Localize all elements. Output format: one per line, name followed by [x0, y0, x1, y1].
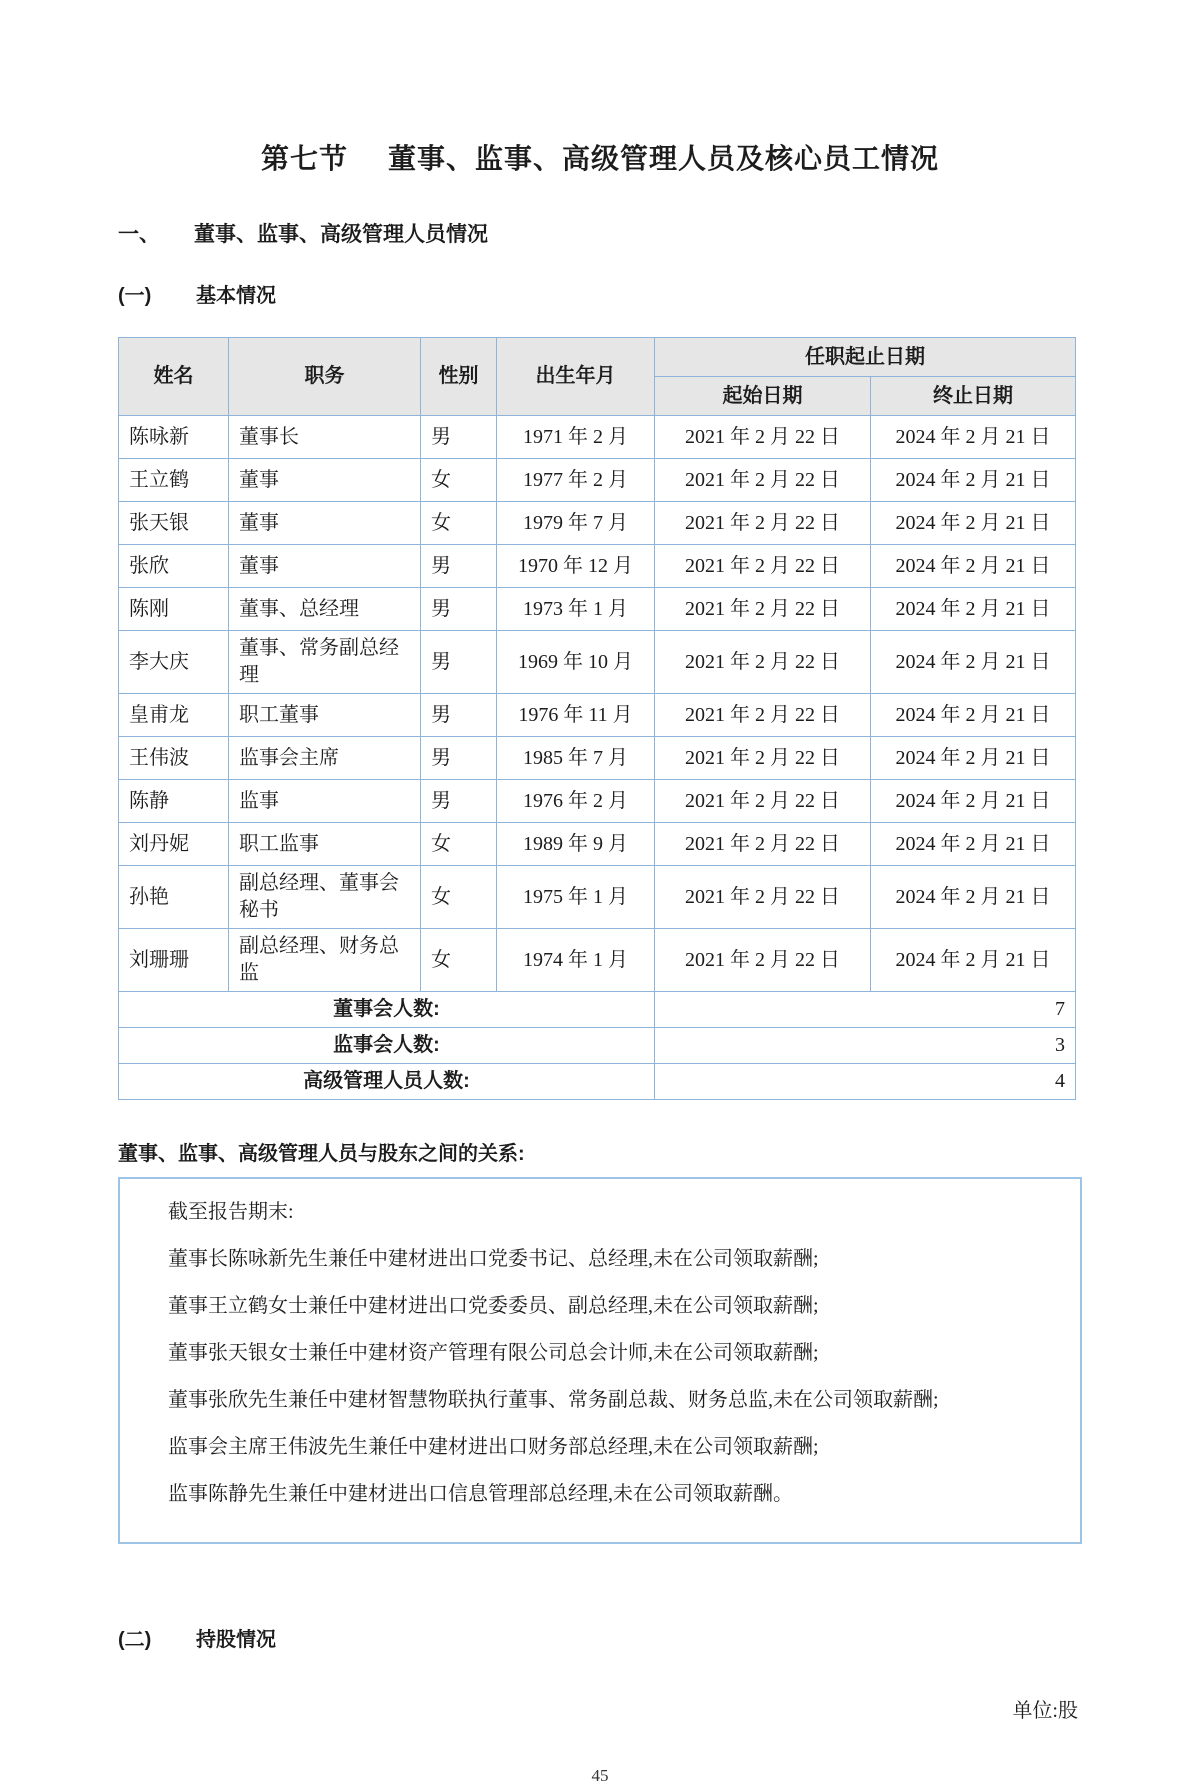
start-date-cell: 2021 年 2 月 22 日: [655, 929, 871, 992]
summary-label: 监事会人数:: [119, 1028, 655, 1064]
start-date-cell: 2021 年 2 月 22 日: [655, 459, 871, 502]
header-birth: 出生年月: [497, 338, 655, 416]
section-number: 一、: [118, 223, 160, 246]
gender-cell: 女: [421, 823, 497, 866]
section-label: 董事、监事、高级管理人员情况: [194, 223, 488, 246]
header-start-date: 起始日期: [655, 377, 871, 416]
start-date-cell: 2021 年 2 月 22 日: [655, 737, 871, 780]
summary-row: [119, 992, 1076, 1028]
start-date-cell: 2021 年 2 月 22 日: [655, 780, 871, 823]
end-date-cell: 2024 年 2 月 21 日: [871, 780, 1076, 823]
position-cell: 董事、总经理: [229, 588, 421, 631]
position-cell: 董事: [229, 545, 421, 588]
gender-cell: 男: [421, 631, 497, 694]
summary-value: 3: [655, 1028, 1076, 1064]
subsection2-number: (二): [118, 1629, 152, 1651]
page-title: [118, 142, 1082, 176]
summary-row: [119, 1028, 1076, 1064]
table-row: [119, 694, 1076, 737]
table-row: [119, 588, 1076, 631]
name-cell: 张天银: [119, 502, 229, 545]
name-cell: 孙艳: [119, 866, 229, 929]
start-date-cell: 2021 年 2 月 22 日: [655, 502, 871, 545]
relationship-paragraph: 董事王立鹤女士兼任中建材进出口党委委员、副总经理,未在公司领取薪酬;: [168, 1295, 819, 1317]
end-date-cell: 2024 年 2 月 21 日: [871, 694, 1076, 737]
name-cell: 刘丹妮: [119, 823, 229, 866]
table-row: [119, 929, 1076, 992]
end-date-cell: 2024 年 2 月 21 日: [871, 823, 1076, 866]
relationship-paragraph: 截至报告期末:: [168, 1201, 294, 1223]
birth-cell: 1977 年 2 月: [497, 459, 655, 502]
start-date-cell: 2021 年 2 月 22 日: [655, 545, 871, 588]
gender-cell: 女: [421, 459, 497, 502]
gender-cell: 男: [421, 737, 497, 780]
end-date-cell: 2024 年 2 月 21 日: [871, 631, 1076, 694]
birth-cell: 1985 年 7 月: [497, 737, 655, 780]
relationship-paragraph: 董事张天银女士兼任中建材资产管理有限公司总会计师,未在公司领取薪酬;: [168, 1342, 819, 1364]
birth-cell: 1979 年 7 月: [497, 502, 655, 545]
end-date-cell: 2024 年 2 月 21 日: [871, 416, 1076, 459]
subsection-heading-shareholding: [118, 1628, 1082, 1653]
position-cell: 职工监事: [229, 823, 421, 866]
table-row: [119, 545, 1076, 588]
gender-cell: 女: [421, 929, 497, 992]
name-cell: 张欣: [119, 545, 229, 588]
table-row: [119, 780, 1076, 823]
end-date-cell: 2024 年 2 月 21 日: [871, 502, 1076, 545]
birth-cell: 1976 年 2 月: [497, 780, 655, 823]
table-body: [119, 416, 1076, 992]
birth-cell: 1969 年 10 月: [497, 631, 655, 694]
unit-note: 单位:股: [1012, 1700, 1078, 1722]
management-table: [118, 337, 1076, 1100]
name-cell: 王立鹤: [119, 459, 229, 502]
summary-label: 董事会人数:: [119, 992, 655, 1028]
table-row: [119, 631, 1076, 694]
start-date-cell: 2021 年 2 月 22 日: [655, 694, 871, 737]
end-date-cell: 2024 年 2 月 21 日: [871, 545, 1076, 588]
position-cell: 董事: [229, 502, 421, 545]
gender-cell: 男: [421, 780, 497, 823]
table-row: [119, 459, 1076, 502]
gender-cell: 男: [421, 588, 497, 631]
relationship-paragraph: 监事会主席王伟波先生兼任中建材进出口财务部总经理,未在公司领取薪酬;: [168, 1436, 819, 1458]
end-date-cell: 2024 年 2 月 21 日: [871, 459, 1076, 502]
birth-cell: 1975 年 1 月: [497, 866, 655, 929]
gender-cell: 女: [421, 866, 497, 929]
name-cell: 李大庆: [119, 631, 229, 694]
position-cell: 职工董事: [229, 694, 421, 737]
header-name: 姓名: [119, 338, 229, 416]
subsection2-label: 持股情况: [196, 1629, 276, 1651]
end-date-cell: 2024 年 2 月 21 日: [871, 929, 1076, 992]
position-cell: 副总经理、董事会秘书: [229, 866, 421, 929]
summary-value: 7: [655, 992, 1076, 1028]
birth-cell: 1970 年 12 月: [497, 545, 655, 588]
gender-cell: 男: [421, 694, 497, 737]
gender-cell: 男: [421, 416, 497, 459]
subsection-label: 基本情况: [196, 285, 276, 307]
start-date-cell: 2021 年 2 月 22 日: [655, 416, 871, 459]
relationship-paragraph: 董事长陈咏新先生兼任中建材进出口党委书记、总经理,未在公司领取薪酬;: [168, 1248, 819, 1270]
table-row: [119, 823, 1076, 866]
section-heading-management: [118, 222, 1082, 248]
table-row: [119, 737, 1076, 780]
name-cell: 陈刚: [119, 588, 229, 631]
end-date-cell: 2024 年 2 月 21 日: [871, 588, 1076, 631]
summary-label: 高级管理人员人数:: [119, 1064, 655, 1100]
page-title-text: 董事、监事、高级管理人员及核心员工情况: [388, 143, 940, 174]
subsection-number: (一): [118, 285, 152, 307]
summary-row: [119, 1064, 1076, 1100]
birth-cell: 1974 年 1 月: [497, 929, 655, 992]
name-cell: 刘珊珊: [119, 929, 229, 992]
end-date-cell: 2024 年 2 月 21 日: [871, 866, 1076, 929]
header-gender: 性别: [421, 338, 497, 416]
table-row: [119, 866, 1076, 929]
name-cell: 王伟波: [119, 737, 229, 780]
header-tenure: 任职起止日期: [655, 338, 1076, 377]
page-title-chapter: 第七节: [260, 143, 348, 174]
position-cell: 监事: [229, 780, 421, 823]
relationship-paragraph: 监事陈静先生兼任中建材进出口信息管理部总经理,未在公司领取薪酬。: [168, 1483, 793, 1505]
start-date-cell: 2021 年 2 月 22 日: [655, 823, 871, 866]
start-date-cell: 2021 年 2 月 22 日: [655, 631, 871, 694]
birth-cell: 1976 年 11 月: [497, 694, 655, 737]
birth-cell: 1973 年 1 月: [497, 588, 655, 631]
name-cell: 皇甫龙: [119, 694, 229, 737]
subsection-heading-basic-info: [118, 284, 1082, 309]
table-summary: [119, 992, 1076, 1100]
position-cell: 董事: [229, 459, 421, 502]
position-cell: 监事会主席: [229, 737, 421, 780]
start-date-cell: 2021 年 2 月 22 日: [655, 588, 871, 631]
summary-value: 4: [655, 1064, 1076, 1100]
relationship-paragraph: 董事张欣先生兼任中建材智慧物联执行董事、常务副总裁、财务总监,未在公司领取薪酬;: [168, 1389, 939, 1411]
table-header: [119, 338, 1076, 416]
gender-cell: 女: [421, 502, 497, 545]
name-cell: 陈咏新: [119, 416, 229, 459]
page-number: 45: [591, 1766, 609, 1785]
start-date-cell: 2021 年 2 月 22 日: [655, 866, 871, 929]
birth-cell: 1989 年 9 月: [497, 823, 655, 866]
end-date-cell: 2024 年 2 月 21 日: [871, 737, 1076, 780]
position-cell: 副总经理、财务总监: [229, 929, 421, 992]
birth-cell: 1971 年 2 月: [497, 416, 655, 459]
name-cell: 陈静: [119, 780, 229, 823]
table-row: [119, 502, 1076, 545]
header-end-date: 终止日期: [871, 377, 1076, 416]
position-cell: 董事长: [229, 416, 421, 459]
relationship-heading: 董事、监事、高级管理人员与股东之间的关系:: [118, 1143, 525, 1165]
table-row: [119, 416, 1076, 459]
position-cell: 董事、常务副总经理: [229, 631, 421, 694]
header-position: 职务: [229, 338, 421, 416]
gender-cell: 男: [421, 545, 497, 588]
relationship-box: [118, 1177, 1082, 1544]
